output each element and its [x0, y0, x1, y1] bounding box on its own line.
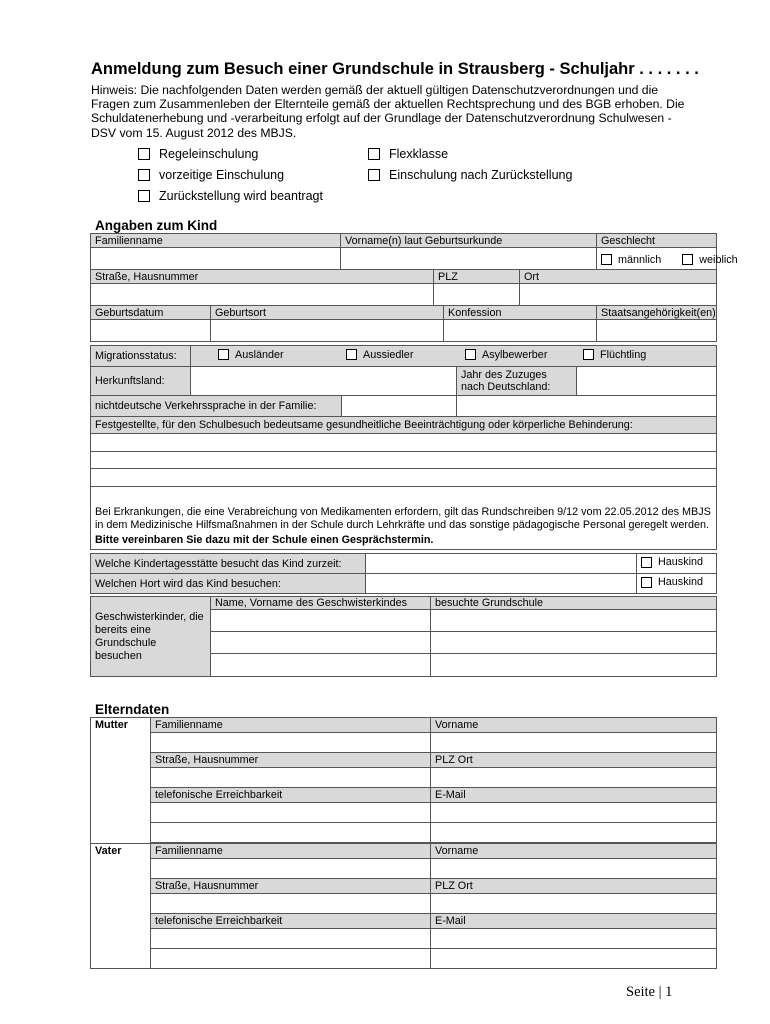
- input-schule-2[interactable]: [431, 632, 717, 654]
- input-geburtsdatum[interactable]: [91, 320, 211, 342]
- form-title: Anmeldung zum Besuch einer Grundschule in Strausberg - Schuljahr . . . . . . .: [91, 60, 699, 78]
- input-staatsangehoerigkeit[interactable]: [597, 320, 717, 342]
- input-mutter-telefon-2[interactable]: [151, 823, 431, 843]
- checkbox-icon[interactable]: [465, 349, 476, 360]
- label-verkehrssprache: nichtdeutsche Verkehrssprache in der Familie:: [91, 396, 457, 417]
- input-vater-email-2[interactable]: [431, 949, 717, 969]
- geschlecht-options: [597, 248, 738, 270]
- input-vater-plz-ort[interactable]: [431, 894, 717, 914]
- checkbox-icon[interactable]: [601, 254, 612, 265]
- option-hauskind-kita[interactable]: Hauskind: [637, 554, 717, 574]
- parents-table: [90, 717, 717, 969]
- input-schule-1[interactable]: [431, 610, 717, 632]
- option-auslaender[interactable]: Ausländer: [218, 349, 346, 361]
- label-jahr-zuzug: Jahr des Zuzuges nach Deutschland:: [457, 367, 577, 396]
- migration-table: [90, 345, 717, 550]
- label-vater-vorname: Vorname: [431, 844, 717, 859]
- input-mutter-familienname[interactable]: [151, 733, 431, 753]
- input-verkehrssprache-rest[interactable]: [457, 396, 717, 417]
- input-vater-telefon-2[interactable]: [151, 949, 431, 969]
- label-mutter-strasse: Straße, Hausnummer: [151, 753, 431, 768]
- checkbox-icon[interactable]: [583, 349, 594, 360]
- input-mutter-email[interactable]: [431, 803, 717, 823]
- child-data-table: [90, 233, 738, 342]
- section-heading-kind: Angaben zum Kind: [95, 218, 218, 233]
- input-geburtsort[interactable]: [211, 320, 444, 342]
- option-hauskind-hort[interactable]: Hauskind: [637, 574, 717, 594]
- option-aussiedler[interactable]: Aussiedler: [346, 349, 465, 361]
- label-herkunftsland: Herkunftsland:: [91, 367, 191, 396]
- label-vornamen: Vorname(n) laut Geburtsurkunde: [341, 234, 597, 248]
- label-mutter-familienname: Familienname: [151, 718, 431, 733]
- input-vater-telefon[interactable]: [151, 929, 431, 949]
- checkbox-icon[interactable]: [368, 169, 380, 181]
- care-table: [90, 553, 717, 594]
- label-vater-plz-ort: PLZ Ort: [431, 879, 717, 894]
- input-herkunftsland[interactable]: [191, 367, 457, 396]
- input-strasse[interactable]: [91, 284, 434, 306]
- label-geburtsort: Geburtsort: [211, 306, 444, 320]
- label-mutter: Mutter: [91, 718, 151, 844]
- siblings-table: [90, 596, 717, 677]
- input-vater-familienname[interactable]: [151, 859, 431, 879]
- label-vater-strasse: Straße, Hausnummer: [151, 879, 431, 894]
- label-geschwister: Geschwisterkinder, die bereits eine Grundschule besuchen: [91, 597, 211, 677]
- label-geburtsdatum: Geburtsdatum: [91, 306, 211, 320]
- label-mutter-plz-ort: PLZ Ort: [431, 753, 717, 768]
- label-mutter-email: E-Mail: [431, 788, 717, 803]
- checkbox-icon[interactable]: [641, 577, 652, 588]
- input-vater-strasse[interactable]: [151, 894, 431, 914]
- checkbox-icon[interactable]: [346, 349, 357, 360]
- input-plz[interactable]: [434, 284, 520, 306]
- checkbox-icon[interactable]: [368, 148, 380, 160]
- input-geschwister-name-2[interactable]: [211, 632, 431, 654]
- page-number: Seite | 1: [626, 984, 673, 1000]
- input-mutter-plz-ort[interactable]: [431, 768, 717, 788]
- option-maennlich[interactable]: männlich: [601, 254, 661, 266]
- input-familienname[interactable]: [91, 248, 341, 270]
- label-mutter-vorname: Vorname: [431, 718, 717, 733]
- input-jahr-zuzug[interactable]: [577, 367, 717, 396]
- input-gesundheit-line-3[interactable]: [91, 469, 717, 487]
- input-konfession[interactable]: [444, 320, 597, 342]
- label-vater-telefon: telefonische Erreichbarkeit: [151, 914, 431, 929]
- input-ort[interactable]: [520, 284, 717, 306]
- checkbox-icon[interactable]: [138, 169, 150, 181]
- option-asylbewerber[interactable]: Asylbewerber: [465, 349, 583, 361]
- label-mutter-telefon: telefonische Erreichbarkeit: [151, 788, 431, 803]
- checkbox-icon[interactable]: [138, 148, 150, 160]
- option-vorzeitige-einschulung[interactable]: vorzeitige Einschulung: [138, 168, 284, 182]
- checkbox-icon[interactable]: [682, 254, 693, 265]
- input-gesundheit-line-2[interactable]: [91, 452, 717, 469]
- option-zurueckstellung[interactable]: Zurückstellung wird beantragt: [138, 189, 323, 203]
- checkbox-icon[interactable]: [641, 557, 652, 568]
- label-vater-email: E-Mail: [431, 914, 717, 929]
- option-flexklasse[interactable]: Flexklasse: [368, 147, 448, 161]
- label-geschwister-name: Name, Vorname des Geschwisterkindes: [211, 597, 431, 610]
- option-einschulung-nach-zurueckstellung[interactable]: Einschulung nach Zurückstellung: [368, 168, 572, 182]
- label-strasse: Straße, Hausnummer: [91, 270, 434, 284]
- label-konfession: Konfession: [444, 306, 597, 320]
- migration-options: [191, 346, 717, 367]
- checkbox-icon[interactable]: [138, 190, 150, 202]
- label-gesundheit: Festgestellte, für den Schulbesuch bedeutsame gesundheitliche Beeinträchtigung oder körperliche Behinderung:: [91, 417, 717, 434]
- input-schule-3[interactable]: [431, 654, 717, 677]
- label-geschlecht: Geschlecht: [597, 234, 717, 248]
- label-ort: Ort: [520, 270, 717, 284]
- option-fluechtling[interactable]: Flüchtling: [583, 349, 646, 361]
- input-gesundheit-line-1[interactable]: [91, 434, 717, 452]
- input-mutter-telefon[interactable]: [151, 803, 431, 823]
- label-staatsangehoerigkeit: Staatsangehörigkeit(en): [597, 306, 717, 320]
- label-familienname: Familienname: [91, 234, 341, 248]
- label-vater: Vater: [91, 844, 151, 969]
- input-vornamen[interactable]: [341, 248, 597, 270]
- checkbox-icon[interactable]: [218, 349, 229, 360]
- input-vater-email[interactable]: [431, 929, 717, 949]
- privacy-notice: Hinweis: Die nachfolgenden Daten werden gemäß der aktuell gültigen Datenschutzverordnungen und die Fragen zum Zusammenleben der Elternteile gemäß der aktuellen Rechtsprechung und des BGB erhoben. Die Schuldatenerhebung und -verarbeitung erfolgt auf der Grundlage der Datenschutzverordnung Schulwesen - DSV vom 15. August 2012 des MBJS.: [91, 83, 685, 140]
- label-hort: Welchen Hort wird das Kind besuchen:: [91, 574, 366, 594]
- input-vater-vorname[interactable]: [431, 859, 717, 879]
- medication-notice: Bei Erkrankungen, die eine Verabreichung von Medikamenten erfordern, gilt das Rundschreiben 9/12 vom 22.05.2012 des MBJS in dem Medizinische Hilfsmaßnahmen in der Schule durch Lehrkräfte und das sonstige pädagogische Personal geregelt werden. Bitte vereinbaren Sie dazu mit der Schule einen Gesprächstermin.: [91, 487, 717, 550]
- label-vater-familienname: Familienname: [151, 844, 431, 859]
- input-mutter-email-2[interactable]: [431, 823, 717, 843]
- label-besuchte-schule: besuchte Grundschule: [431, 597, 717, 610]
- input-verkehrssprache[interactable]: [341, 396, 456, 416]
- input-geschwister-name-1[interactable]: [211, 610, 431, 632]
- input-mutter-vorname[interactable]: [431, 733, 717, 753]
- label-plz: PLZ: [434, 270, 520, 284]
- input-kita[interactable]: [366, 554, 637, 574]
- option-weiblich[interactable]: weiblich: [682, 254, 737, 266]
- label-migrationsstatus: Migrationsstatus:: [91, 346, 191, 367]
- section-heading-eltern: Elterndaten: [95, 702, 170, 717]
- input-mutter-strasse[interactable]: [151, 768, 431, 788]
- input-hort[interactable]: [366, 574, 637, 594]
- option-regeleinschulung[interactable]: Regeleinschulung: [138, 147, 258, 161]
- input-geschwister-name-3[interactable]: [211, 654, 431, 677]
- label-kita: Welche Kindertagesstätte besucht das Kind zurzeit:: [91, 554, 366, 574]
